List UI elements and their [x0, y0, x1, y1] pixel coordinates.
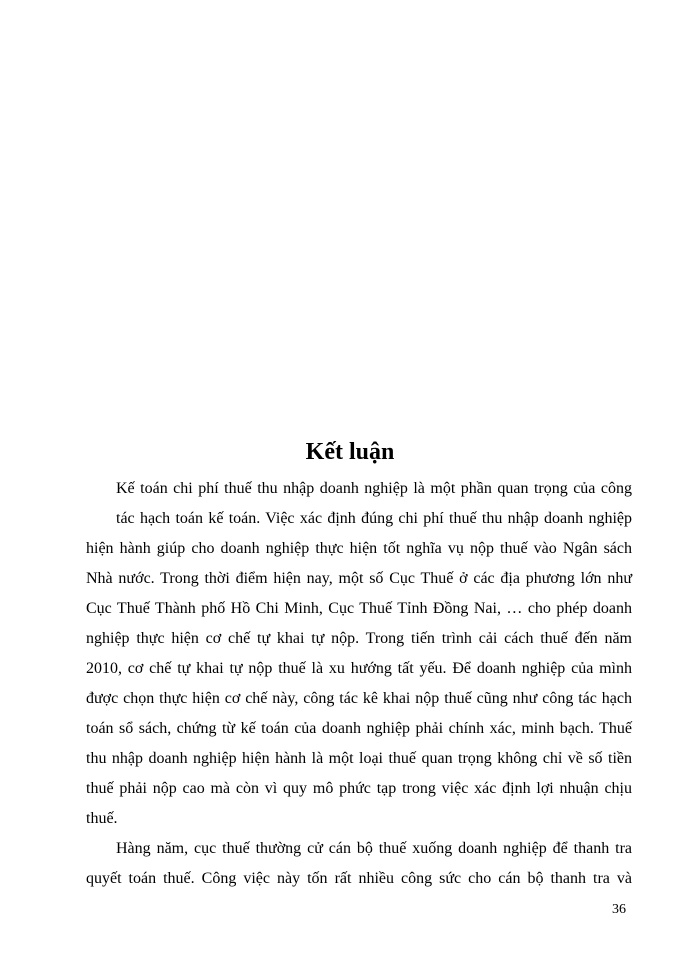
paragraph-line: quyết toán thuế. Công việc này tốn rất nhiều công sức cho cán bộ thanh tra và [86, 870, 632, 887]
paragraph-line: thu nhập doanh nghiệp hiện hành là một loại thuế quan trọng không chỉ về số tiền [86, 750, 632, 767]
page-title: Kết luận [305, 439, 395, 465]
paragraph-line: Kế toán chi phí thuế thu nhập doanh nghiệp là một phần quan trọng của công [116, 480, 632, 497]
paragraph-line: toán sổ sách, chứng từ kế toán của doanh nghiệp phải chính xác, minh bạch. Thuế [86, 720, 632, 737]
paragraph-line: tác hạch toán kế toán. Việc xác định đúng chi phí thuế thu nhập doanh nghiệp [116, 510, 632, 527]
paragraph-line: Cục Thuế Thành phố Hồ Chi Minh, Cục Thuế Tỉnh Đồng Nai, … cho phép doanh [86, 600, 632, 617]
paragraph-line: Hàng năm, cục thuế thường cử cán bộ thuế xuống doanh nghiệp để thanh tra [116, 840, 632, 857]
paragraph-line: thuế. [86, 810, 118, 827]
page-number: 36 [612, 902, 626, 917]
paragraph-line: hiện hành giúp cho doanh nghiệp thực hiện tốt nghĩa vụ nộp thuế vào Ngân sách [86, 540, 632, 557]
paragraph-line: thuế phải nộp cao mà còn vì quy mô phức tạp trong việc xác định lợi nhuận chịu [86, 780, 632, 797]
paragraph-line: được chọn thực hiện cơ chế này, công tác kê khai nộp thuế cũng như công tác hạch [86, 690, 632, 707]
paragraph-line: nghiệp thực hiện cơ chế tự khai tự nộp. Trong tiến trình cải cách thuế đến năm [86, 630, 632, 647]
paragraph-line: 2010, cơ chế tự khai tự nộp thuế là xu hướng tất yếu. Để doanh nghiệp của mình [86, 660, 632, 677]
paragraph-line: Nhà nước. Trong thời điểm hiện nay, một số Cục Thuế ở các địa phương lớn như [86, 570, 632, 587]
